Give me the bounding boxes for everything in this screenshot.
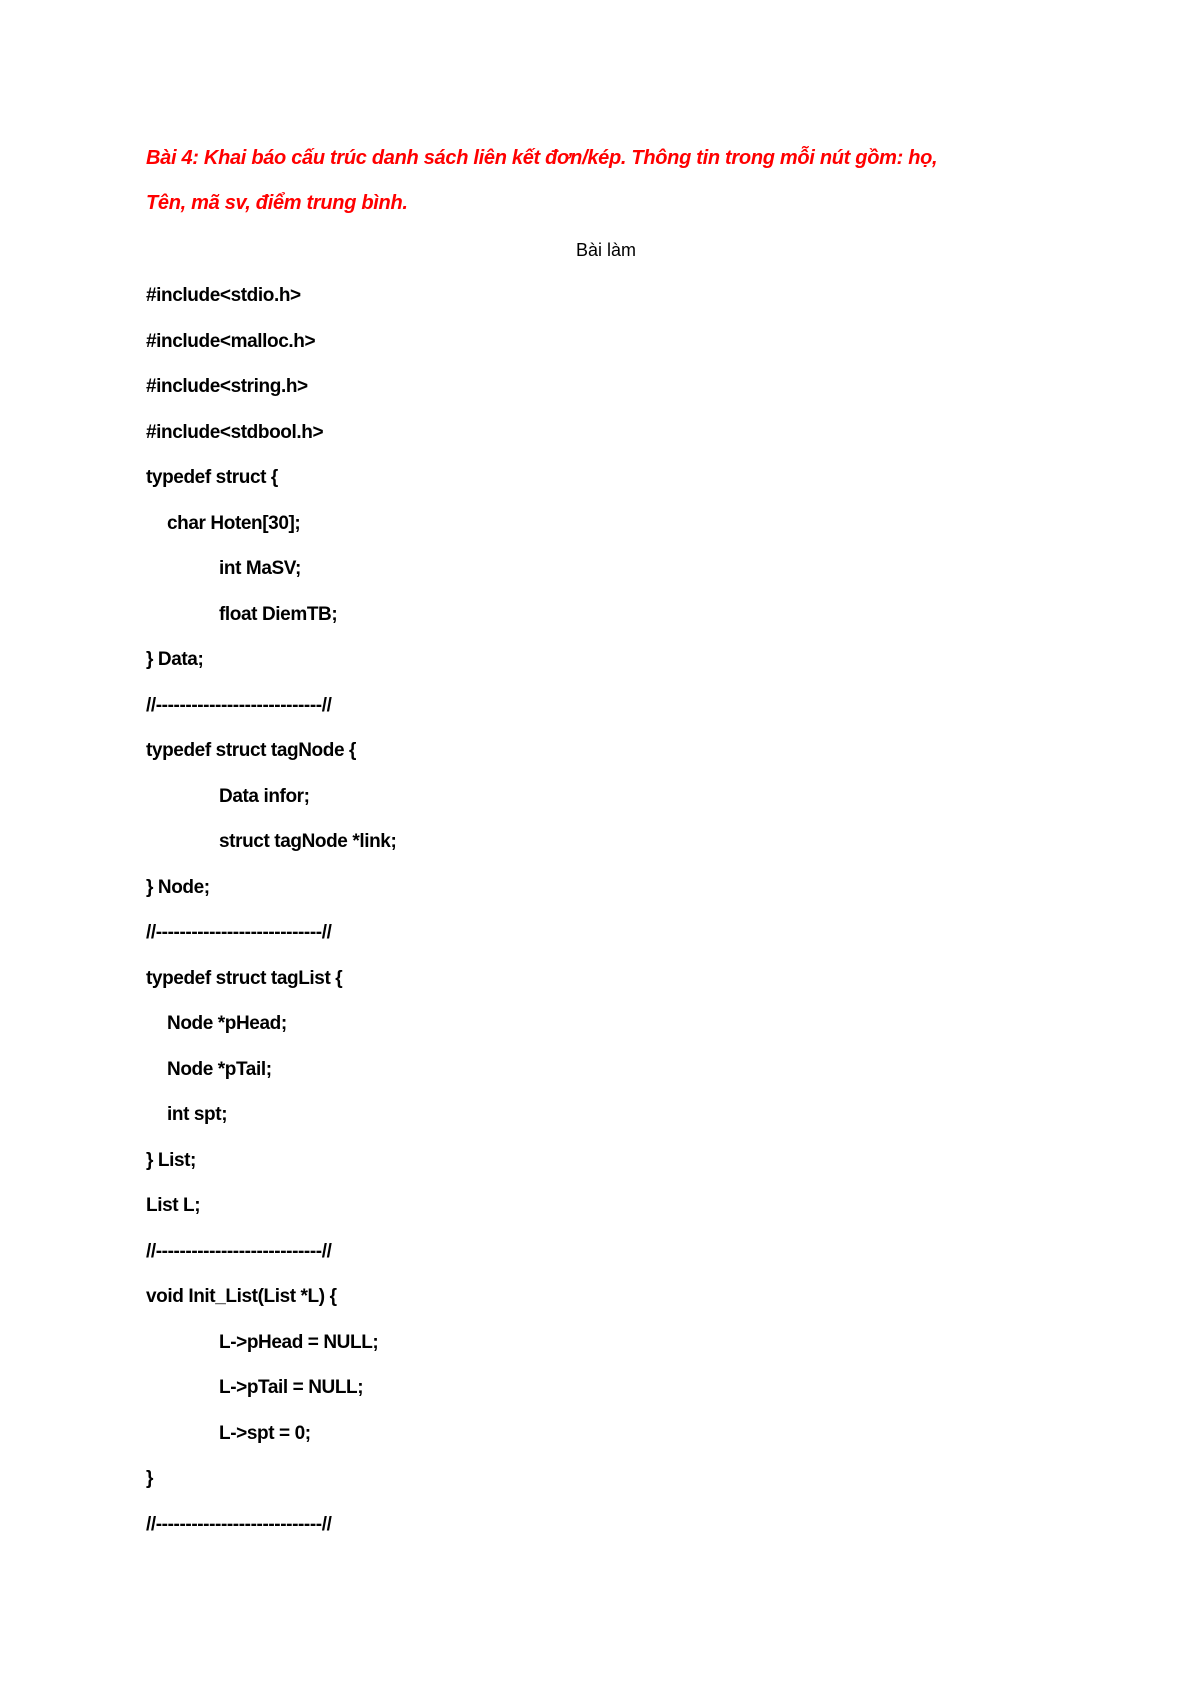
code-line-node-close: } Node; — [146, 876, 210, 898]
code-line-include-string: #include<string.h> — [146, 376, 308, 397]
code-line-include-stdbool: #include<stdbool.h> — [146, 421, 324, 443]
code-line-typedef-tagnode: typedef struct tagNode { — [146, 740, 356, 761]
exercise-heading-line-2: Tên, mã sv, điểm trung bình. — [146, 192, 408, 214]
code-line-ptail-null: L->pTail = NULL; — [219, 1377, 364, 1398]
code-line-spt-zero: L->spt = 0; — [219, 1422, 311, 1444]
code-line-data-close: } Data; — [146, 649, 204, 670]
code-listing — [146, 282, 396, 1556]
subtitle-row — [0, 240, 1200, 261]
code-line-include-malloc: #include<malloc.h> — [146, 330, 316, 352]
code-line-link: struct tagNode *link; — [219, 831, 397, 852]
code-line-separator: //----------------------------// — [146, 1513, 332, 1535]
code-line-init-list: void Init_List(List *L) { — [146, 1286, 337, 1307]
code-line-typedef-taglist: typedef struct tagList { — [146, 967, 343, 989]
exercise-heading-line-1: Bài 4: Khai báo cấu trúc danh sách liên kết đơn/kép. Thông tin trong mỗi nút gồm: họ, — [146, 147, 938, 169]
code-line-hoten: char Hoten[30]; — [167, 512, 301, 534]
code-line-phead: Node *pHead; — [167, 1013, 287, 1034]
code-line-separator: //----------------------------// — [146, 1240, 332, 1262]
code-line-data-infor: Data infor; — [219, 785, 310, 807]
code-line-separator: //----------------------------// — [146, 922, 332, 943]
code-line-include-stdio: #include<stdio.h> — [146, 285, 301, 306]
code-line-function-close: } — [146, 1468, 153, 1489]
code-line-phead-null: L->pHead = NULL; — [219, 1331, 379, 1353]
subtitle-bai-lam: Bài làm — [575, 240, 637, 260]
code-line-list-l: List L; — [146, 1195, 201, 1216]
code-line-typedef-struct: typedef struct { — [146, 467, 278, 488]
code-line-diemtb: float DiemTB; — [219, 603, 338, 625]
code-line-spt: int spt; — [167, 1104, 228, 1125]
code-line-list-close: } List; — [146, 1149, 196, 1171]
code-line-masv: int MaSV; — [219, 558, 301, 579]
code-line-ptail: Node *pTail; — [167, 1058, 272, 1080]
code-line-separator: //----------------------------// — [146, 694, 332, 716]
